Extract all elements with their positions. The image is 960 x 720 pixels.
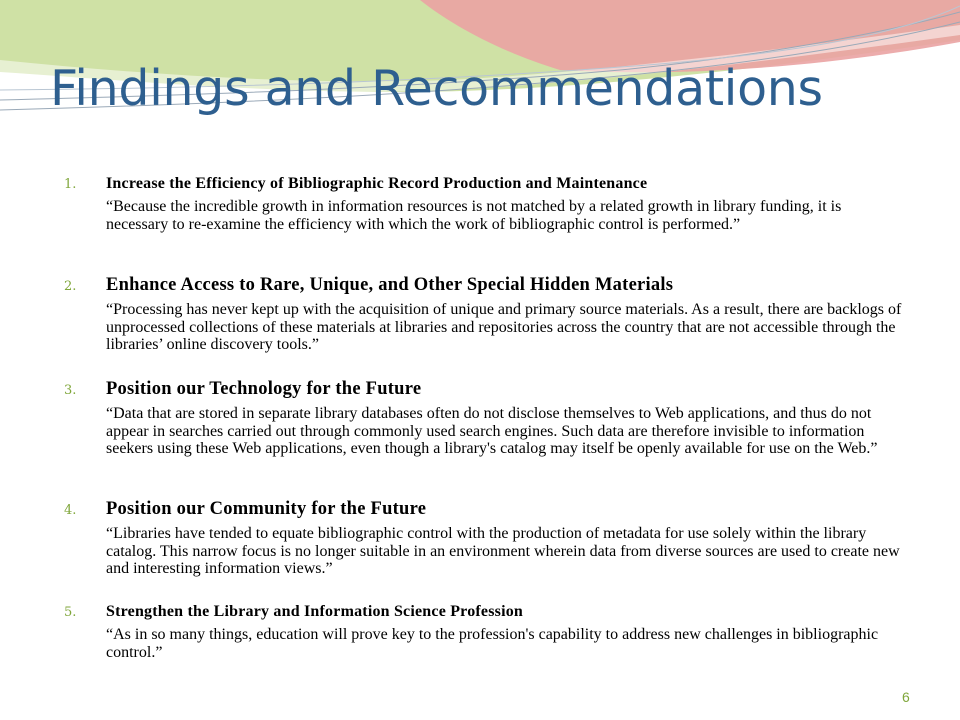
item-quote: “Because the incredible growth in information resources is not matched by a related growth in library funding, it is necessary to re-examine the efficiency with which the work of bibliographic control is performed.” bbox=[106, 198, 842, 233]
item-heading: Strengthen the Library and Information Science Profession bbox=[106, 603, 524, 620]
slide-title: Findings and Recommendations bbox=[50, 60, 823, 117]
item-heading: Increase the Efficiency of Bibliographic Record Production and Maintenance bbox=[106, 175, 648, 192]
item-heading: Position our Technology for the Future bbox=[106, 379, 422, 399]
item-number: 1. bbox=[64, 177, 77, 192]
item-heading: Enhance Access to Rare, Unique, and Other Special Hidden Materials bbox=[106, 275, 674, 295]
item-quote: “As in so many things, education will prove key to the profession's capability to address new challenges in bibliographic control.” bbox=[106, 626, 879, 661]
item-number: 2. bbox=[64, 279, 77, 294]
page-number: 6 bbox=[902, 689, 910, 705]
item-quote: “Data that are stored in separate library databases often do not disclose themselves to Web applications, and thus do not appear in searches carried out through commonly used search engines. Such data are therefore invisible to information seekers using these Web applications, even though a library's catalog may itself be openly available for use on the Web.” bbox=[106, 405, 878, 457]
item-number: 4. bbox=[64, 503, 77, 518]
item-quote: “Libraries have tended to equate bibliographic control with the production of metadata for use solely within the library catalog. This narrow focus is no longer suitable in an environment wherein data from diverse sources are used to create new and interesting information views.” bbox=[106, 525, 900, 577]
item-number: 3. bbox=[64, 383, 77, 398]
item-number: 5. bbox=[64, 605, 77, 620]
item-quote: “Processing has never kept up with the acquisition of unique and primary source materials. As a result, there are backlogs of unprocessed collections of these materials at libraries and repositories across the country that are not accessible through the libraries’ online discovery tools.” bbox=[106, 301, 902, 353]
item-heading: Position our Community for the Future bbox=[106, 499, 427, 519]
